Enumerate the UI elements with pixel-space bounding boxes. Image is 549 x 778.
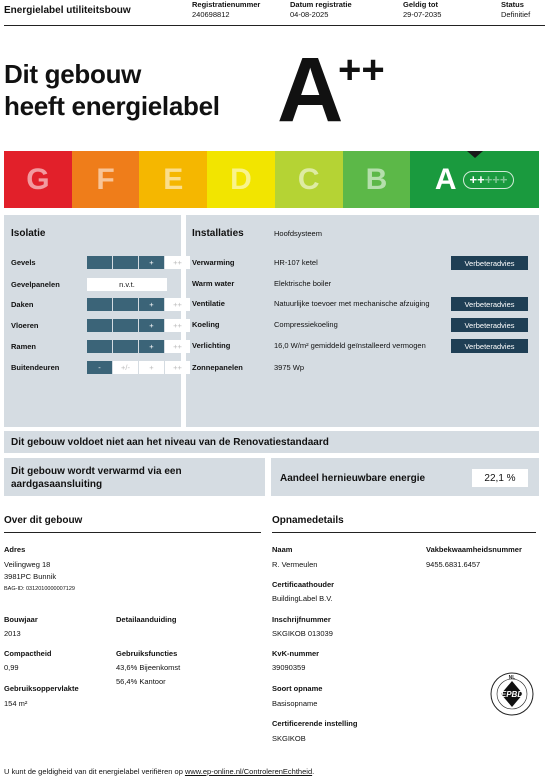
functie-1-pct: 43,6%	[116, 663, 138, 672]
naam-value: R. Vermeulen	[272, 560, 318, 569]
compactheid-label: Compactheid	[4, 649, 52, 658]
scale-letter-e: E	[163, 162, 184, 196]
rating-box: ++	[165, 319, 190, 332]
isolatie-label-daken: Daken	[11, 300, 34, 309]
soort-opname-label: Soort opname	[272, 684, 323, 693]
scale-letter-d: D	[230, 162, 252, 196]
label-heading	[4, 58, 220, 122]
soort-opname-value: Basisopname	[272, 699, 318, 708]
verification-link[interactable]: www.ep-online.nl/ControlerenEchtheid	[184, 767, 313, 776]
rating-box	[87, 256, 112, 269]
datum-registratie-value: 04-08-2025	[290, 10, 329, 19]
certificaathouder-value: BuildingLabel B.V.	[272, 594, 333, 603]
bag-id: BAG-ID: 0312010000007129	[4, 586, 75, 592]
naam-label: Naam	[272, 545, 293, 554]
installatie-value-koeling: Compressiekoeling	[274, 320, 338, 329]
rating-box: +	[139, 298, 164, 311]
isolatie-label-ramen: Ramen	[11, 342, 37, 351]
certificerende-instelling-label: Certificerende instelling	[272, 719, 358, 728]
installaties-title: Installaties	[192, 228, 244, 239]
plus-mark: +	[469, 172, 478, 187]
rating-box: -	[87, 361, 112, 374]
scale-letter-g: G	[26, 162, 50, 196]
installatie-value-warm-water: Elektrische boiler	[274, 279, 332, 288]
gebruiksoppervlakte-value: 154 m²	[4, 699, 28, 708]
document-header	[4, 0, 545, 26]
rating-box: +	[139, 256, 164, 269]
plus-mark: +	[484, 172, 493, 187]
installatie-label-verlichting: Verlichting	[192, 341, 231, 350]
scale-class-a	[410, 151, 539, 208]
rating-box: +	[139, 340, 164, 353]
isolatie-label-vloeren: Vloeren	[11, 321, 39, 330]
renovatie-text: Dit gebouw voldoet niet aan het niveau van de Renovatiestandaard	[11, 437, 329, 448]
rating-box: ++	[165, 361, 190, 374]
rating-box	[113, 319, 138, 332]
rating-box: +	[139, 319, 164, 332]
datum-registratie-label: Datum registratie	[290, 0, 352, 9]
registratienummer-label: Registratienummer	[192, 0, 261, 9]
gebruiksfuncties-label: Gebruiksfuncties	[116, 649, 178, 658]
verwarming-text	[11, 465, 182, 491]
gebruiksoppervlakte-label: Gebruiksoppervlakte	[4, 684, 79, 693]
isolatie-rating-daken	[87, 298, 190, 311]
rating-box: ++	[165, 298, 190, 311]
scale-class-b	[343, 151, 411, 208]
functie-1	[116, 663, 180, 672]
opnamedetails-divider	[272, 532, 536, 533]
installatie-label-zonnepanelen: Zonnepanelen	[192, 363, 243, 372]
scale-letter-b: B	[365, 162, 388, 196]
rating-box	[87, 298, 112, 311]
rating-box	[87, 340, 112, 353]
scale-class-c	[275, 151, 343, 208]
isolatie-rating-ramen	[87, 340, 190, 353]
scale-class-e	[139, 151, 207, 208]
opnamedetails-title: Opnamedetails	[272, 515, 344, 526]
certificaathouder-label: Certificaathouder	[272, 580, 335, 589]
scale-class-g	[4, 151, 72, 208]
rating-box	[113, 298, 138, 311]
heading-line-2: heeft energielabel	[4, 91, 220, 121]
geldig-tot-value: 29-07-2035	[403, 10, 442, 19]
status	[501, 0, 530, 20]
installatie-value-verlichting: 16,0 W/m² gemiddeld geïnstalleerd vermogen	[274, 341, 426, 350]
energy-label-letter: A	[277, 39, 344, 141]
plus-indicator-icon	[463, 171, 515, 189]
isolatie-rating-gevels	[87, 256, 190, 269]
over-gebouw-divider	[4, 532, 261, 533]
kvk-label: KvK-nummer	[272, 649, 320, 658]
scale-letter-c: C	[297, 162, 320, 196]
epbd-seal-icon	[490, 672, 534, 716]
installaties-subtitle: Hoofdsysteem	[274, 229, 322, 238]
rating-box	[113, 256, 138, 269]
bouwjaar-value: 2013	[4, 629, 21, 638]
datum-registratie	[290, 0, 352, 20]
functie-2-pct: 56,4%	[116, 677, 138, 686]
rating-box: ++	[165, 340, 190, 353]
scale-class-f	[72, 151, 140, 208]
hernieuwbaar-label: Aandeel hernieuwbare energie	[280, 473, 426, 484]
seal-text: EPBD	[500, 690, 524, 699]
plus-mark: +	[499, 172, 508, 187]
isolatie-rating-vloeren	[87, 319, 190, 332]
rating-box: +/-	[113, 361, 138, 374]
status-label: Status	[501, 0, 524, 9]
active-class-marker-icon	[467, 151, 483, 158]
scale-letter-a: A	[434, 162, 457, 196]
seal-small-text: NL	[508, 675, 516, 681]
installatie-label-verwarming: Verwarming	[192, 258, 235, 267]
verbeteradvies-button-koeling[interactable]: Verbeteradvies	[451, 318, 528, 332]
installatie-value-verwarming: HR-107 ketel	[274, 258, 318, 267]
heading-line-1: Dit gebouw	[4, 59, 142, 89]
adres-line-2: 3981PC Bunnik	[4, 572, 57, 581]
plus-mark: +	[492, 172, 500, 187]
isolatie-title: Isolatie	[11, 228, 46, 239]
inschrijfnummer-label: Inschrijfnummer	[272, 615, 331, 624]
document-title: Energielabel utiliteitsbouw	[4, 5, 131, 16]
vakbekwaamheid-value: 9455.6831.6457	[426, 560, 481, 569]
functie-2-name: Kantoor	[139, 677, 166, 686]
registratienummer	[192, 0, 260, 20]
verbeteradvies-button-ventilatie[interactable]: Verbeteradvies	[451, 297, 528, 311]
compactheid-value: 0,99	[4, 663, 19, 672]
isolatie-rating-buitendeuren	[87, 361, 190, 374]
inschrijfnummer-value: SKGIKOB 013039	[272, 629, 333, 638]
geldig-tot	[403, 0, 441, 20]
installatie-value-ventilatie: Natuurlijke toevoer met mechanische afzuiging	[274, 299, 430, 308]
detailaanduiding-label: Detailaanduiding	[116, 615, 177, 624]
over-gebouw-title: Over dit gebouw	[4, 515, 83, 526]
installatie-label-koeling: Koeling	[192, 320, 220, 329]
verbeteradvies-button-verlichting[interactable]: Verbeteradvies	[451, 339, 528, 353]
registratienummer-value: 240698812	[192, 10, 230, 19]
rating-box	[87, 319, 112, 332]
installatie-label-warm-water: Warm water	[192, 279, 235, 288]
hernieuwbaar-value: 22,1 %	[472, 469, 528, 487]
verbeteradvies-button-verwarming[interactable]: Verbeteradvies	[451, 256, 528, 270]
plus-mark: +	[477, 172, 485, 187]
functie-2	[116, 677, 166, 686]
scale-letter-f: F	[96, 162, 115, 196]
verwarming-line-1: Dit gebouw wordt verwarmd via een	[11, 466, 182, 477]
installatie-value-zonnepanelen: 3975 Wp	[274, 363, 305, 372]
scale-class-d	[207, 151, 275, 208]
installatie-label-ventilatie: Ventilatie	[192, 299, 225, 308]
adres-line-1: Veilingweg 18	[4, 560, 51, 569]
adres-label: Adres	[4, 545, 26, 554]
rating-box: ++	[165, 256, 190, 269]
verification-footer	[4, 767, 314, 776]
isolatie-label-gevels: Gevels	[11, 258, 36, 267]
isolatie-label-buitendeuren: Buitendeuren	[11, 363, 60, 372]
verwarming-line-2: aardgasaansluiting	[11, 479, 103, 490]
functie-1-name: Bijeenkomst	[139, 663, 181, 672]
energy-scale	[4, 151, 539, 208]
rating-box: +	[139, 361, 164, 374]
energy-label-plus: ++	[338, 48, 385, 92]
isolatie-label-gevelpanelen: Gevelpanelen	[11, 280, 60, 289]
certificerende-instelling-value: SKGIKOB	[272, 734, 306, 743]
footer-suffix: .	[312, 767, 315, 776]
kvk-value: 39090359	[272, 663, 306, 672]
vakbekwaamheid-label: Vakbekwaamheidsnummer	[426, 545, 522, 554]
status-value: Definitief	[501, 10, 531, 19]
geldig-tot-label: Geldig tot	[403, 0, 438, 9]
footer-text: U kunt de geldigheid van dit energielabel verifiëren op	[4, 767, 185, 776]
rating-box	[113, 340, 138, 353]
bouwjaar-label: Bouwjaar	[4, 615, 38, 624]
isolatie-nvt: n.v.t.	[87, 278, 167, 291]
